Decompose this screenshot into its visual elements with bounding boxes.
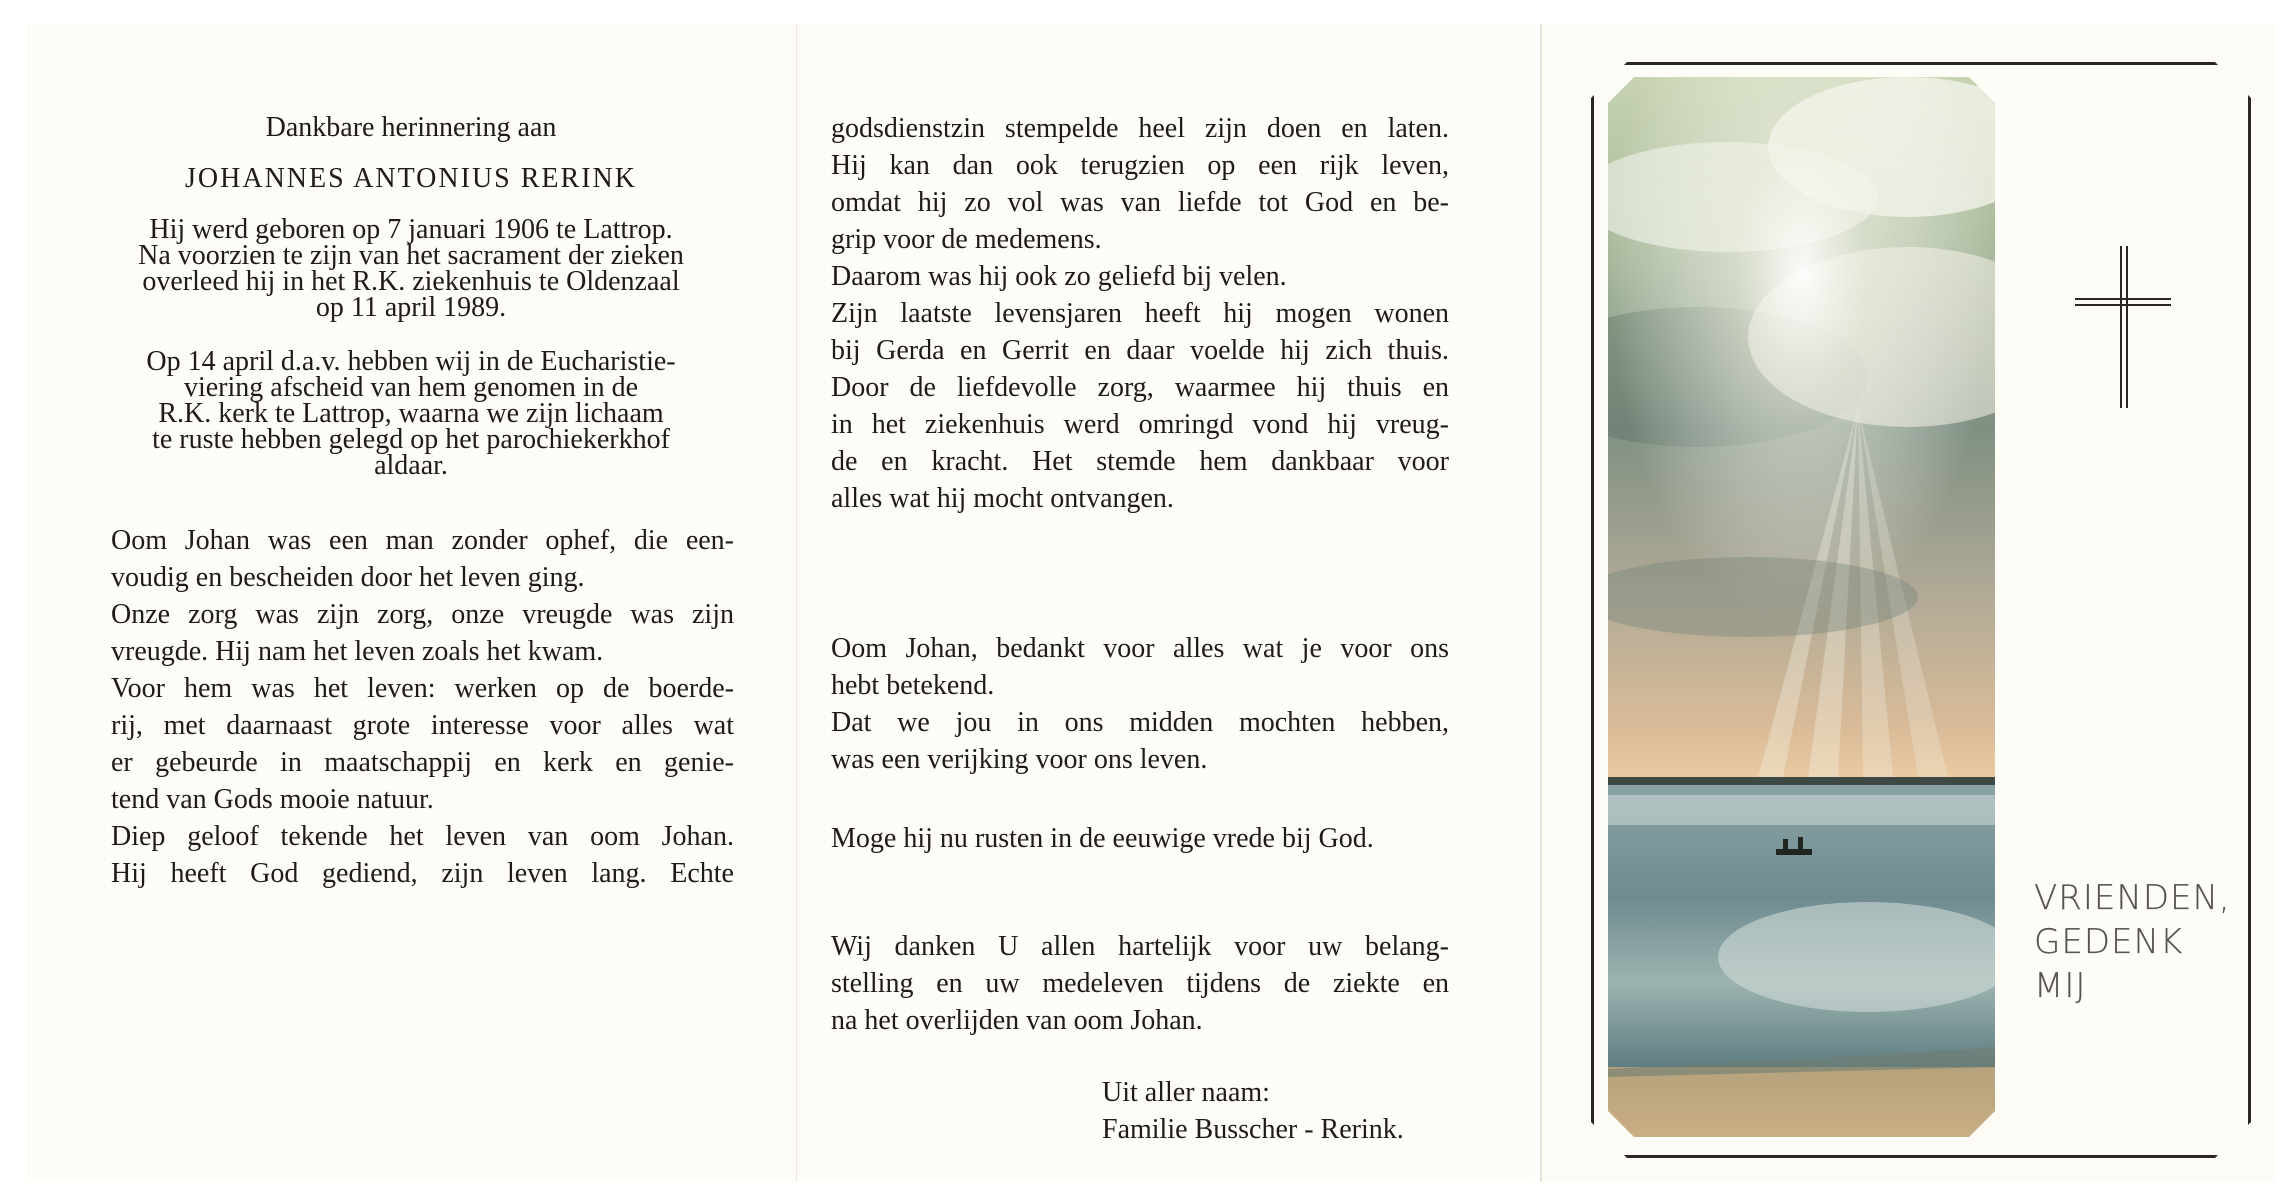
text-line: Voor hem was het leven: werken op de boerde- <box>111 673 734 704</box>
text-line: na het overlijden van oom Johan. <box>831 1005 1203 1036</box>
life-paragraph <box>111 522 734 892</box>
text-line: grip voor de medemens. <box>831 224 1102 255</box>
text-line: Door de liefdevolle zorg, waarmee hij thuis en <box>831 372 1449 403</box>
text-line: er gebeurde in maatschappij en kerk en genie- <box>111 747 734 778</box>
text-line: Moge hij nu rusten in de eeuwige vrede bij God. <box>831 823 1374 854</box>
signature-block <box>1102 1074 1462 1148</box>
text-line: Onze zorg was zijn zorg, onze vreugde was zijn <box>111 599 734 630</box>
motto-line: VRIENDEN, <box>2034 878 2231 918</box>
text-line: hebt betekend. <box>831 670 995 701</box>
text-line: op 11 april 1989. <box>315 292 507 323</box>
text-line: Dat we jou in ons midden mochten hebben, <box>831 707 1449 738</box>
text-line: in het ziekenhuis werd omringd vond hij vreug- <box>831 409 1449 440</box>
faith-paragraph <box>831 110 1449 517</box>
text-line: godsdienstzin stempelde heel zijn doen en laten. <box>831 113 1449 144</box>
text-line: bij Gerda en Gerrit en daar voelde hij zich thuis. <box>831 335 1449 366</box>
text-line: omdat hij zo vol was van liefde tot God en be- <box>831 187 1449 218</box>
text-line: vreugde. Hij nam het leven zoals het kwam. <box>111 636 604 667</box>
heading: Dankbare herinnering aan <box>265 112 557 143</box>
text-line: Zijn laatste levensjaren heeft hij mogen wonen <box>831 298 1449 329</box>
lake-sunset-photo <box>1608 77 1995 1137</box>
text-line: voudig en bescheiden door het leven ging. <box>111 562 585 593</box>
text-line: Op 14 april d.a.v. hebben wij in de Eucharistie- <box>146 346 676 377</box>
text-line: Oom Johan was een man zonder ophef, die een- <box>111 525 734 556</box>
text-line: R.K. kerk te Lattrop, waarna we zijn lichaam <box>158 398 664 429</box>
text-line: alles wat hij mocht ontvangen. <box>831 483 1174 514</box>
thanks-paragraph <box>831 630 1449 778</box>
text-line: rij, met daarnaast grote interesse voor alles wat <box>111 710 734 741</box>
gratitude-paragraph <box>831 928 1449 1039</box>
text-line: Daarom was hij ook zo geliefd bij velen. <box>831 261 1287 292</box>
text-line: Wij danken U allen hartelijk voor uw belang- <box>831 931 1449 962</box>
text-line: Na voorzien te zijn van het sacrament der zieken <box>138 240 684 271</box>
text-line: overleed hij in het R.K. ziekenhuis te Oldenzaal <box>142 266 680 297</box>
text-line: de en kracht. Het stemde hem dankbaar voor <box>831 446 1449 477</box>
deceased-name: JOHANNES ANTONIUS RERINK <box>185 163 637 194</box>
latin-cross-icon <box>2075 246 2171 408</box>
middle-page <box>796 24 1535 1182</box>
text-line: tend van Gods mooie natuur. <box>111 784 434 815</box>
text-line: aldaar. <box>374 450 448 481</box>
signoff-label: Uit aller naam: <box>1102 1077 1270 1108</box>
text-line: Oom Johan, bedankt voor alles wat je voor ons <box>831 633 1449 664</box>
left-page <box>26 24 796 1182</box>
motto-line: MIJ <box>2034 966 2087 1006</box>
text-line: stelling en uw medeleven tijdens de ziekte en <box>831 968 1449 999</box>
text-line: Hij werd geboren op 7 januari 1906 te Lattrop. <box>149 214 673 245</box>
motto <box>2034 876 2234 1008</box>
text-line: Diep geloof tekende het leven van oom Johan. <box>111 821 734 852</box>
text-line: was een verijking voor ons leven. <box>831 744 1208 775</box>
rest-line <box>831 820 1449 857</box>
text-line: Hij heeft God gediend, zijn leven lang. Echte <box>111 858 734 889</box>
motto-line: GEDENK <box>2034 922 2184 962</box>
signoff-family: Familie Busscher - Rerink. <box>1102 1114 1404 1145</box>
text-line: viering afscheid van hem genomen in de <box>183 372 639 403</box>
text-line: Hij kan dan ook terugzien op een rijk leven, <box>831 150 1449 181</box>
card-front <box>1540 24 2275 1182</box>
text-line: te ruste hebben gelegd op het parochiekerkhof <box>152 424 670 455</box>
